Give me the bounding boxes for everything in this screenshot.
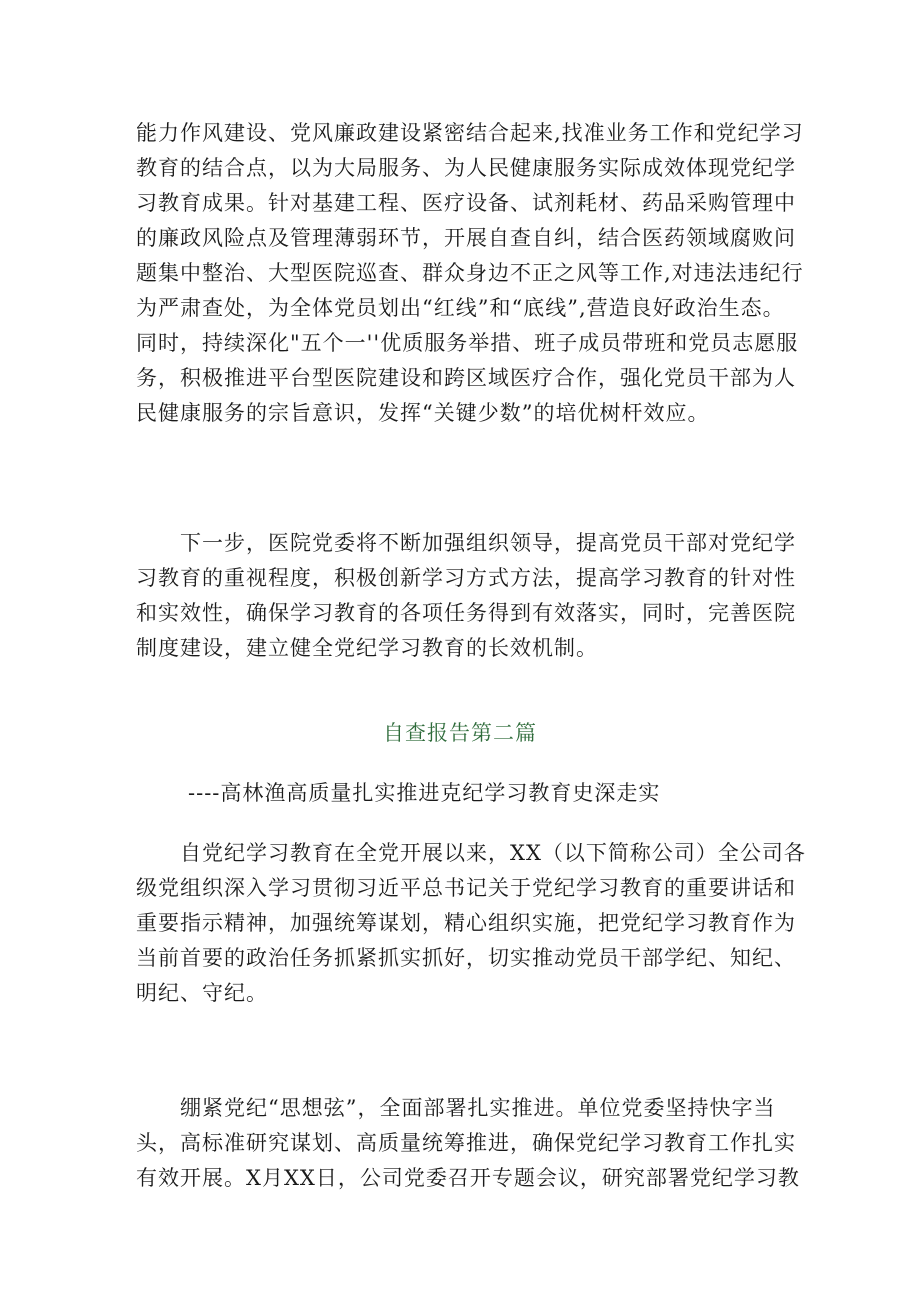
text-line: 有效开展。X月XX日，公司党委召开专题会议，研究部署党纪学习教 (136, 1166, 800, 1190)
text-line: 下一步，医院党委将不断加强组织领导，提高党员干部对党纪学 (136, 531, 796, 555)
text-line: 重要指示精神，加强统筹谋划，精心组织实施，把党纪学习教育作为 (136, 911, 796, 935)
paragraph-1 (136, 116, 804, 431)
text-line: 教育的结合点，以为大局服务、为人民健康服务实际成效体现党纪学 (136, 156, 796, 180)
paragraph-4 (136, 1091, 800, 1196)
text-line: 习教育成果。针对基建工程、医疗设备、试剂耗材、药品采购管理中 (136, 191, 796, 215)
text-line: 绷紧党纪“思想弦”，全面部署扎实推进。单位党委坚持快字当 (136, 1096, 776, 1120)
section-subtitle: ----高林渔高质量扎实推进克纪学习教育史深走实 (188, 781, 661, 805)
text-line: 和实效性，确保学习教育的各项任务得到有效落实，同时，完善医院 (136, 601, 796, 625)
text-line: 制度建设，建立健全党纪学习教育的长效机制。 (136, 636, 598, 660)
text-line: 明纪、守纪。 (136, 981, 268, 1005)
paragraph-2 (136, 526, 796, 666)
text-line: 同时，持续深化"五个一''优质服务举措、班子成员带班和党员志愿服 (136, 331, 799, 355)
text-line: 能力作风建设、党风廉政建设紧密结合起来,找准业务工作和党纪学习 (136, 121, 804, 145)
text-line: 为严肃查处，为全体党员划出“红线”和“底线”,营造良好政治生态。 (136, 296, 785, 320)
text-line: 民健康服务的宗旨意识，发挥“关键少数”的培优树杆效应。 (136, 401, 710, 425)
text-line: 级党组织深入学习贯彻习近平总书记关于党纪学习教育的重要讲话和 (136, 876, 796, 900)
text-line: 题集中整治、大型医院巡查、群众身边不正之风等工作,对违法违纪行 (136, 261, 804, 285)
text-line: 务，积极推进平台型医院建设和跨区域医疗合作，强化党员干部为人 (136, 366, 796, 390)
section-heading: 自查报告第二篇 (383, 721, 537, 745)
text-line: 的廉政风险点及管理薄弱环节，开展自查自纠，结合医药领域腐败问 (136, 226, 796, 250)
paragraph-3 (136, 836, 806, 1011)
text-line: 头，高标准研究谋划、高质量统筹推进，确保党纪学习教育工作扎实 (136, 1131, 796, 1155)
text-line: 习教育的重视程度，积极创新学习方式方法，提高学习教育的针对性 (136, 566, 796, 590)
text-line: 自党纪学习教育在全党开展以来，XX（以下简称公司）全公司各 (136, 841, 806, 865)
text-line: 当前首要的政治任务抓紧抓实抓好，切实推动党员干部学纪、知纪、 (136, 946, 796, 970)
